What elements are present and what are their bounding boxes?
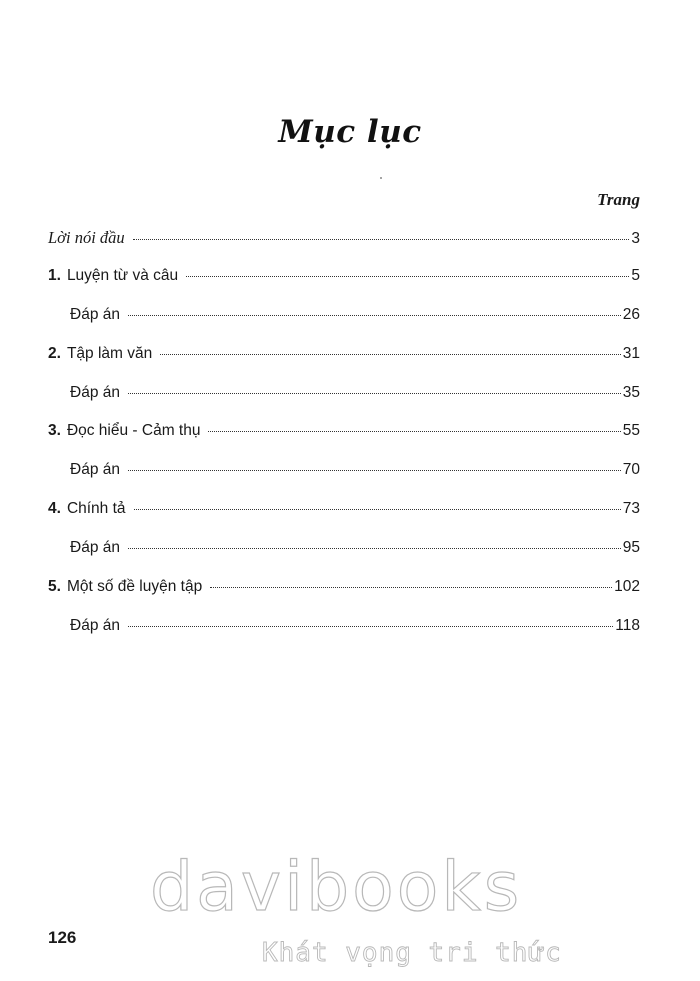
- toc-entry-answers-2: [48, 384, 640, 423]
- toc-entry-page: 73: [622, 500, 640, 518]
- dot-leader: [128, 470, 621, 471]
- toc-entry-answers-4: [48, 539, 640, 578]
- toc-entry-label: Đáp án: [70, 539, 120, 557]
- toc-entry-answers-1: [48, 306, 640, 345]
- chapter-number: 3.: [48, 422, 61, 440]
- toc-entry-answers-5: [48, 617, 640, 656]
- toc-entry-chapter-1: [48, 267, 640, 306]
- toc-entry-label: Đáp án: [70, 383, 120, 401]
- toc-entry-label: Tập làm văn: [66, 344, 153, 362]
- dot-leader: [134, 509, 621, 510]
- watermark-tagline: Khát vọng tri thức: [262, 938, 562, 968]
- dot-leader: [186, 276, 629, 277]
- chapter-number: 4.: [48, 500, 61, 518]
- dot-leader: [128, 393, 621, 394]
- toc-entry-label: Lời nói đầu: [48, 228, 125, 247]
- toc-entry-page: 95: [622, 539, 640, 557]
- toc-entry-preface: [48, 228, 640, 267]
- page-column-label: Trang: [597, 190, 640, 209]
- chapter-number: 1.: [48, 266, 61, 284]
- toc-entry-label: Một số đề luyện tập: [66, 578, 203, 596]
- toc-entry-page: 70: [622, 461, 640, 479]
- toc-entry-label: Luyện từ và câu: [66, 266, 179, 284]
- toc-entry-label: Đáp án: [70, 461, 120, 479]
- toc-entry-page: 31: [622, 344, 640, 362]
- dot-leader: [208, 431, 620, 432]
- toc-entry-chapter-4: [48, 500, 640, 539]
- toc-entry-page: 5: [631, 266, 640, 284]
- dot-leader: [160, 354, 621, 355]
- chapter-number: 5.: [48, 578, 61, 596]
- toc-entry-chapter-3: [48, 422, 640, 461]
- watermark-brand: davibooks: [150, 848, 523, 927]
- page-title: Mục lục: [278, 114, 422, 150]
- toc-entry-page: 3: [631, 230, 640, 247]
- toc-entry-page: 118: [615, 616, 640, 634]
- print-speck: [380, 177, 382, 179]
- toc-entry-page: 26: [622, 305, 640, 323]
- toc-entry-chapter-5: [48, 578, 640, 617]
- dot-leader: [210, 587, 612, 588]
- chapter-number: 2.: [48, 344, 61, 362]
- toc-entry-label: Đáp án: [70, 616, 120, 634]
- dot-leader: [128, 315, 621, 316]
- toc-entry-page: 55: [622, 422, 640, 440]
- toc-entry-answers-3: [48, 461, 640, 500]
- toc-entry-label: Đáp án: [70, 305, 120, 323]
- toc-entry-label: Đọc hiểu - Cảm thụ: [66, 422, 201, 440]
- table-of-contents: [48, 228, 640, 656]
- dot-leader: [133, 239, 630, 240]
- toc-entry-page: 102: [614, 578, 640, 596]
- toc-entry-label: Chính tả: [66, 500, 126, 518]
- dot-leader: [128, 548, 621, 549]
- dot-leader: [128, 626, 613, 627]
- toc-entry-chapter-2: [48, 345, 640, 384]
- page-number: 126: [48, 928, 77, 947]
- toc-entry-page: 35: [622, 383, 640, 401]
